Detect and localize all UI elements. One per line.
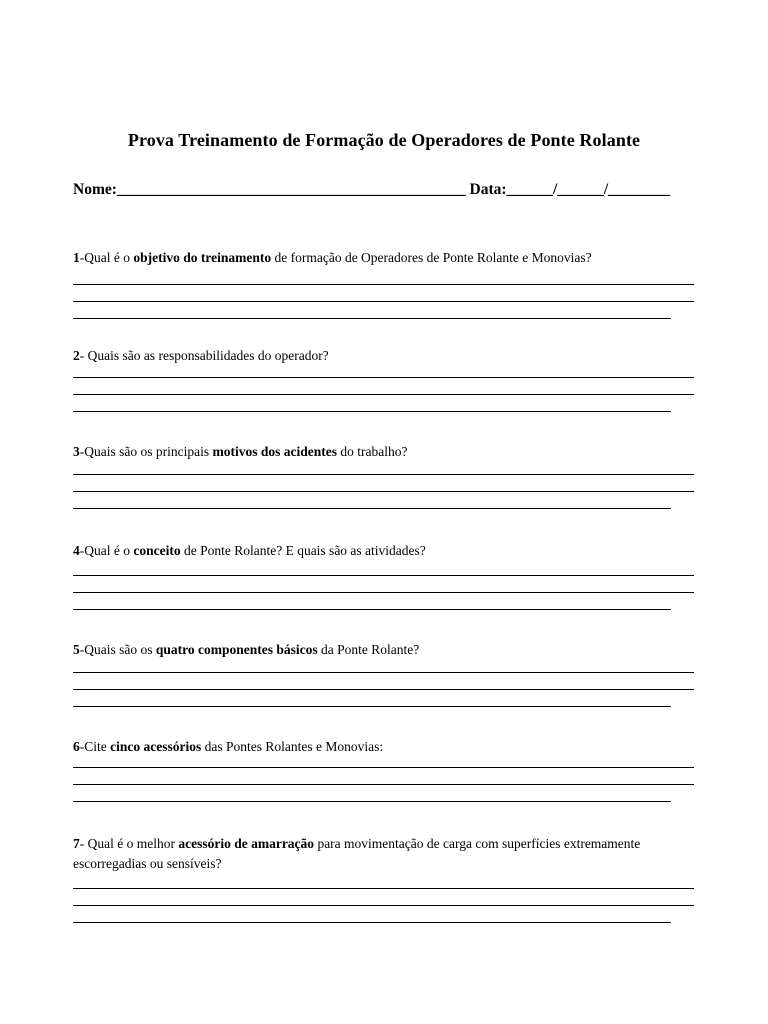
question-text: para movimentação de carga com superfícies extremamente escorregadias ou sensíveis? bbox=[73, 836, 641, 871]
question-text: - Quais são as responsabilidades do operador? bbox=[79, 348, 329, 363]
question-6 bbox=[73, 737, 695, 757]
answer-line[interactable] bbox=[73, 689, 694, 690]
answer-line[interactable] bbox=[73, 394, 694, 395]
question-number: 4 bbox=[73, 543, 80, 558]
question-emphasis: conceito bbox=[133, 543, 181, 558]
question-3 bbox=[73, 442, 695, 462]
question-4 bbox=[73, 541, 695, 561]
question-text: da Ponte Rolante? bbox=[317, 642, 420, 657]
name-date-field: Nome:_____________________________________________ Data:______/______/________ bbox=[73, 181, 671, 198]
question-text: - Qual é o melhor bbox=[79, 836, 179, 851]
question-text: -Qual é o bbox=[79, 250, 134, 265]
question-emphasis: acessório de amarração bbox=[178, 836, 315, 851]
question-5 bbox=[73, 640, 695, 660]
question-text: -Cite bbox=[79, 739, 111, 754]
answer-line[interactable] bbox=[73, 767, 694, 768]
answer-line[interactable] bbox=[73, 411, 671, 412]
question-text: de Ponte Rolante? E quais são as atividades? bbox=[180, 543, 426, 558]
question-emphasis: quatro componentes básicos bbox=[155, 642, 318, 657]
question-text: -Qual é o bbox=[79, 543, 134, 558]
answer-line[interactable] bbox=[73, 784, 694, 785]
answer-line[interactable] bbox=[73, 922, 671, 923]
answer-line[interactable] bbox=[73, 318, 671, 319]
answer-line[interactable] bbox=[73, 508, 671, 509]
question-7 bbox=[73, 834, 695, 874]
question-emphasis: motivos dos acidentes bbox=[212, 444, 337, 459]
question-number: 2 bbox=[73, 348, 80, 363]
question-text: do trabalho? bbox=[336, 444, 408, 459]
question-number: 3 bbox=[73, 444, 80, 459]
answer-line[interactable] bbox=[73, 801, 671, 802]
question-emphasis: cinco acessórios bbox=[110, 739, 202, 754]
question-text: das Pontes Rolantes e Monovias: bbox=[201, 739, 384, 754]
question-number: 6 bbox=[73, 739, 80, 754]
question-2 bbox=[73, 346, 695, 366]
question-number: 1 bbox=[73, 250, 80, 265]
question-text: -Quais são os principais bbox=[79, 444, 213, 459]
answer-line[interactable] bbox=[73, 575, 694, 576]
answer-line[interactable] bbox=[73, 491, 694, 492]
answer-line[interactable] bbox=[73, 905, 694, 906]
question-1 bbox=[73, 248, 695, 268]
page-title: Prova Treinamento de Formação de Operadores de Ponte Rolante bbox=[127, 130, 641, 150]
answer-line[interactable] bbox=[73, 609, 671, 610]
answer-line[interactable] bbox=[73, 592, 694, 593]
question-text: -Quais são os bbox=[79, 642, 156, 657]
answer-line[interactable] bbox=[73, 474, 694, 475]
answer-line[interactable] bbox=[73, 706, 671, 707]
answer-line[interactable] bbox=[73, 301, 694, 302]
question-number: 5 bbox=[73, 642, 80, 657]
answer-line[interactable] bbox=[73, 888, 694, 889]
answer-line[interactable] bbox=[73, 284, 694, 285]
question-text: de formação de Operadores de Ponte Rolante e Monovias? bbox=[271, 250, 592, 265]
answer-line[interactable] bbox=[73, 672, 694, 673]
question-emphasis: objetivo do treinamento bbox=[133, 250, 272, 265]
answer-line[interactable] bbox=[73, 377, 694, 378]
question-number: 7 bbox=[73, 836, 80, 851]
